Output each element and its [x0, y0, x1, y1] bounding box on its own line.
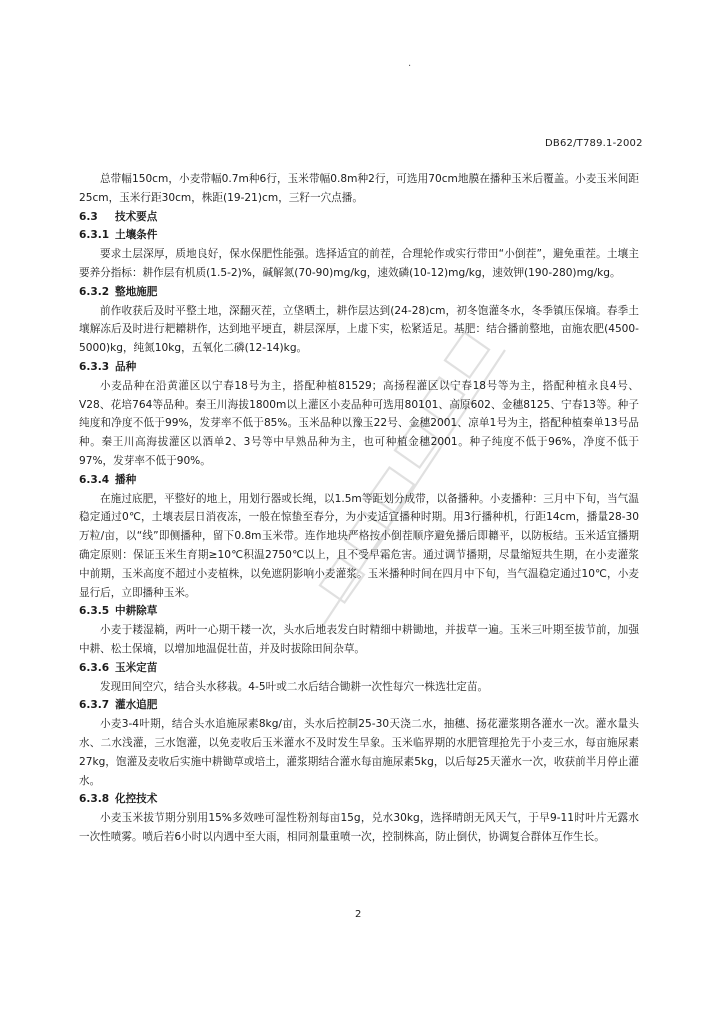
- paragraph-land-prep: 前作收获后及时平整土地，深翻灭茬，立垡晒土，耕作层达到(24-28)cm，初冬饱灌冬水，冬季镇压保墒。春季土壤解冻后及时进行耙耱耕作，达到地平埂直，耕层深厚，上虚下实，松紧适足。基肥：结合播前整地，亩施农肥(4500-5000)kg，纯氮10kg，五氧化二磷(12-14)kg。: [79, 304, 639, 355]
- paragraph-varieties: 小麦品种在沿黄灌区以宁春18号为主，搭配种植81529；高扬程灌区以宁春18号等为主，搭配种植永良4号、V28、花培764等品种。秦王川海拔1800m以上灌区小麦品种可选用80101、高原602、金穗8125、宁春13等。种子纯度和净度不低于99%，发芽率不低于85%。玉米品种以豫玉22号、金穗2001、凉单1号为主，搭配种植秦单13号品种。秦王川高海拔灌区以酒单2、3号等中早熟品种为主，也可种植金穗2001。种子纯度不低于96%，净度不低于97%，发芽率不低于90%。: [79, 379, 639, 467]
- paragraph-weeding: 小麦于耧湿耥，两叶一心期干耧一次，头水后地表发白时精细中耕锄地，并拔草一遍。玉米三叶期至拔节前，加强中耕、松土保墒，以增加地温促壮苗，并及时拔除田间杂草。: [79, 624, 639, 655]
- paragraph-irrigation: 小麦3-4叶期，结合头水追施尿素8kg/亩，头水后控制25-30天浇二水，抽穗、扬花灌浆期各灌水一次。灌水量头水、二水浅灌，三水饱灌，以免麦收后玉米灌水不及时发生旱象。玉米临界期的水肥管理抢先于小麦三水，每亩施尿素27kg，饱灌及麦收后实施中耕锄草或培土，灌浆期结合灌水每亩施尿素5kg，以后每25天灌水一次，收获前半月停止灌水。: [79, 718, 639, 787]
- section-title: 玉米定苗: [115, 661, 158, 674]
- paragraph-sowing: 在施过底肥，平整好的地上，用划行器或长绳，以1.5m等距划分成带，以备播种。小麦播种：三月中下旬，当气温稳定通过0℃，土壤表层日消夜冻，一般在惊蛰至春分，为小麦适宜播种时期。用3行播种机，行距14cm，播量28-30万粒/亩，以“线”即侧播种，留下0.8m玉米带。连作地块严格按小倒茬顺序避免播后即耱平，以防板结。玉米适宜播期确定原则：保证玉米生育期≥10℃积温2750℃以上，且不受早霜危害。通过调节播期，尽量缩短共生期，在小麦灌浆中前期，玉米高度不超过小麦植株，以免遮阴影响小麦灌浆。玉米播种时间在四月中下旬，当气温稳定通过10℃，小麦显行后，立即播种玉米。: [79, 492, 639, 599]
- section-number: 6.3.1: [79, 229, 110, 242]
- section-number: 6.3.8: [79, 793, 110, 806]
- section-number: 6.3.6: [79, 661, 110, 674]
- section-heading-6-3-3: [79, 358, 639, 377]
- section-number: 6.3: [79, 210, 98, 223]
- section-title: 土壤条件: [115, 229, 158, 242]
- intro-paragraph: 总带幅150cm，小麦带幅0.7m种6行，玉米带幅0.8m种2行，可选用70cm地膜在播种玉米后覆盖。小麦玉米间距25cm，玉米行距30cm，株距(19-21)cm，三籽一穴点播。: [79, 173, 639, 204]
- section-title: 整地施肥: [115, 285, 158, 298]
- paragraph-growth-control: 小麦玉米拔节期分别用15%多效唑可湿性粉剂每亩15g，兑水30kg，选择晴朗无风天气，于早9-11时叶片无露水一次性喷雾。喷后若6小时以内遇中至大雨，相同剂量重喷一次，控制株高，防止倒伏，协调复合群体互作生长。: [79, 812, 639, 843]
- paragraph-soil: 要求土层深厚，质地良好，保水保肥性能强。选择适宜的前茬，合理轮作或实行带田“小倒茬”，避免重茬。土壤主要养分指标：耕作层有机质(1.5-2)%，碱解氮(70-90)mg/kg，速效磷(10-12)mg/kg，速效钾(190-280)mg/kg。: [79, 248, 639, 279]
- section-title: 中耕除草: [115, 605, 158, 618]
- section-number: 6.3.5: [79, 605, 110, 618]
- section-heading-6-3-7: [79, 696, 639, 715]
- page-number: 2: [355, 909, 362, 920]
- section-heading-6-3-4: [79, 471, 639, 490]
- section-number: 6.3.3: [79, 360, 110, 373]
- section-heading-6-3-1: [79, 226, 639, 245]
- section-title: 品种: [115, 360, 137, 373]
- document-body: [79, 170, 639, 847]
- section-heading-6-3-6: [79, 659, 639, 678]
- paragraph-thinning: 发现田间空穴，结合头水移栽。4-5叶或二水后结合锄耕一次性每穴一株选壮定苗。: [100, 680, 489, 693]
- section-title: 化控技术: [115, 793, 158, 806]
- section-title: 技术要点: [115, 210, 158, 223]
- section-heading-6-3-2: [79, 283, 639, 302]
- section-heading-6-3-8: [79, 790, 639, 809]
- section-title: 灌水追肥: [115, 699, 158, 712]
- section-number: 6.3.7: [79, 699, 110, 712]
- section-heading-6-3-5: [79, 602, 639, 621]
- section-heading-6-3: [79, 208, 639, 227]
- document-code: DB62/T789.1-2002: [545, 138, 643, 149]
- section-title: 播种: [115, 473, 137, 486]
- top-mark: .: [408, 58, 412, 69]
- section-number: 6.3.4: [79, 473, 110, 486]
- section-number: 6.3.2: [79, 285, 110, 298]
